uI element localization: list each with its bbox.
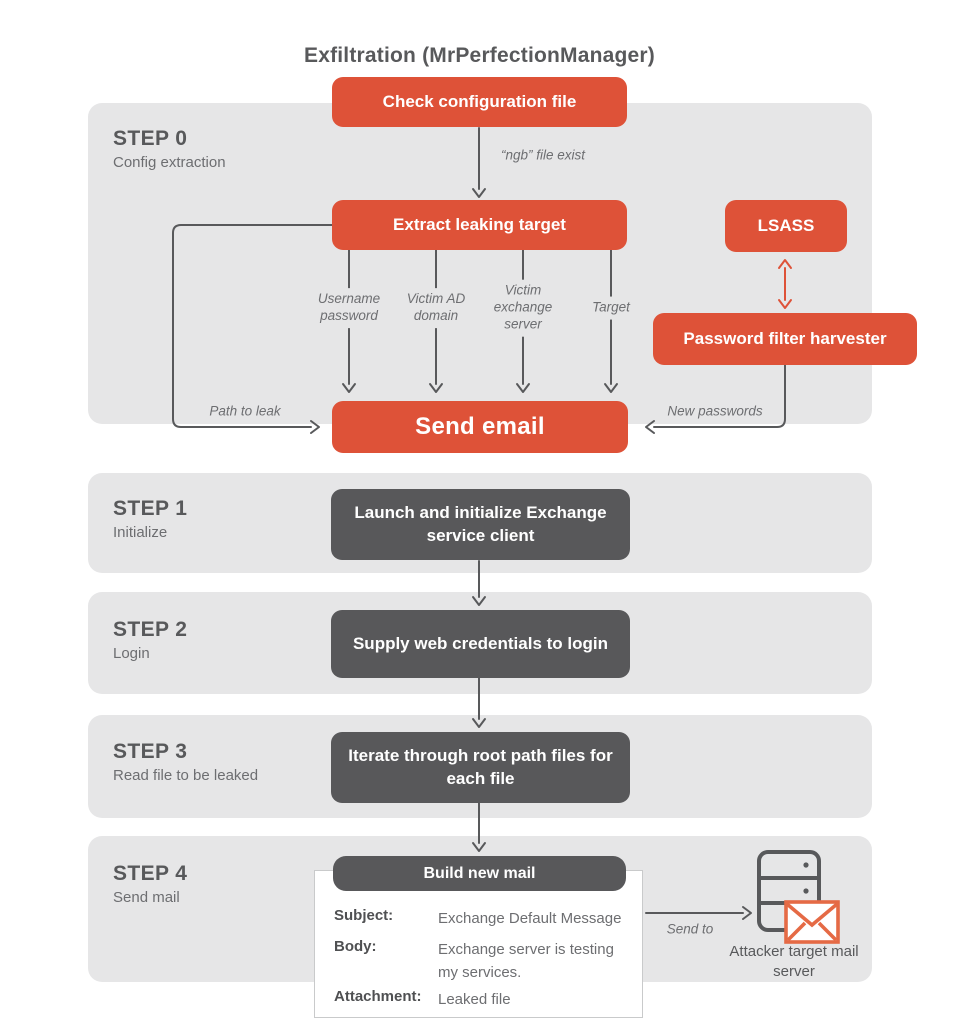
step3-title: STEP 3	[113, 740, 188, 763]
mail-subject-label: Subject:	[334, 907, 394, 924]
node-password-filter-harvester: Password filter harvester	[653, 313, 917, 365]
step2-title: STEP 2	[113, 618, 188, 641]
mail-body-value: Exchange server is testing my services.	[438, 941, 614, 982]
step1-title: STEP 1	[113, 497, 188, 520]
node-build-new-mail: Build new mail	[333, 856, 626, 891]
step4-title: STEP 4	[113, 862, 188, 885]
step1-subtitle: Initialize	[113, 524, 168, 541]
mail-attachment-value: Leaked file	[438, 991, 511, 1008]
mail-attachment-label: Attachment:	[334, 988, 422, 1005]
mail-body-label: Body:	[334, 938, 377, 955]
node-supply-web-credentials: Supply web credentials to login	[331, 610, 630, 678]
label-victim-exchange-server: Victim exchange server	[486, 280, 560, 337]
step0-subtitle: Config extraction	[113, 154, 226, 171]
attacker-target-mail-server-caption: Attacker target mail server	[729, 943, 859, 980]
step0-title: STEP 0	[113, 127, 188, 150]
node-lsass: LSASS	[725, 200, 847, 252]
step2-subtitle: Login	[113, 645, 150, 662]
diagram-title: Exfiltration (MrPerfectionManager)	[303, 44, 655, 67]
step0-label	[113, 127, 226, 171]
node-extract-leaking-target: Extract leaking target	[332, 200, 627, 250]
node-check-configuration-file: Check configuration file	[332, 77, 627, 127]
step3-label	[113, 740, 258, 784]
mail-attachment-row	[334, 988, 632, 1011]
step4-subtitle: Send mail	[113, 889, 180, 906]
label-target: Target	[582, 297, 640, 320]
label-victim-ad-domain: Victim AD domain	[393, 288, 479, 328]
label-new-passwords: New passwords	[667, 403, 763, 419]
step4-label	[113, 862, 187, 906]
mail-subject-value: Exchange Default Message	[438, 910, 622, 927]
node-launch-initialize-exchange: Launch and initialize Exchange service client	[331, 489, 630, 560]
mail-preview-card	[314, 870, 643, 1018]
step1-label	[113, 497, 187, 541]
label-send-to: Send to	[666, 921, 714, 937]
mail-subject-row	[334, 907, 632, 930]
mail-body-row	[334, 938, 632, 985]
step2-label	[113, 618, 187, 662]
label-path-to-leak: Path to leak	[209, 403, 281, 419]
label-username-password: Username password	[306, 288, 392, 328]
node-send-email: Send email	[332, 401, 628, 453]
node-iterate-root-path-files: Iterate through root path files for each file	[331, 732, 630, 803]
label-ngb-file-exist: “ngb” file exist	[500, 147, 586, 163]
step3-subtitle: Read file to be leaked	[113, 767, 259, 784]
